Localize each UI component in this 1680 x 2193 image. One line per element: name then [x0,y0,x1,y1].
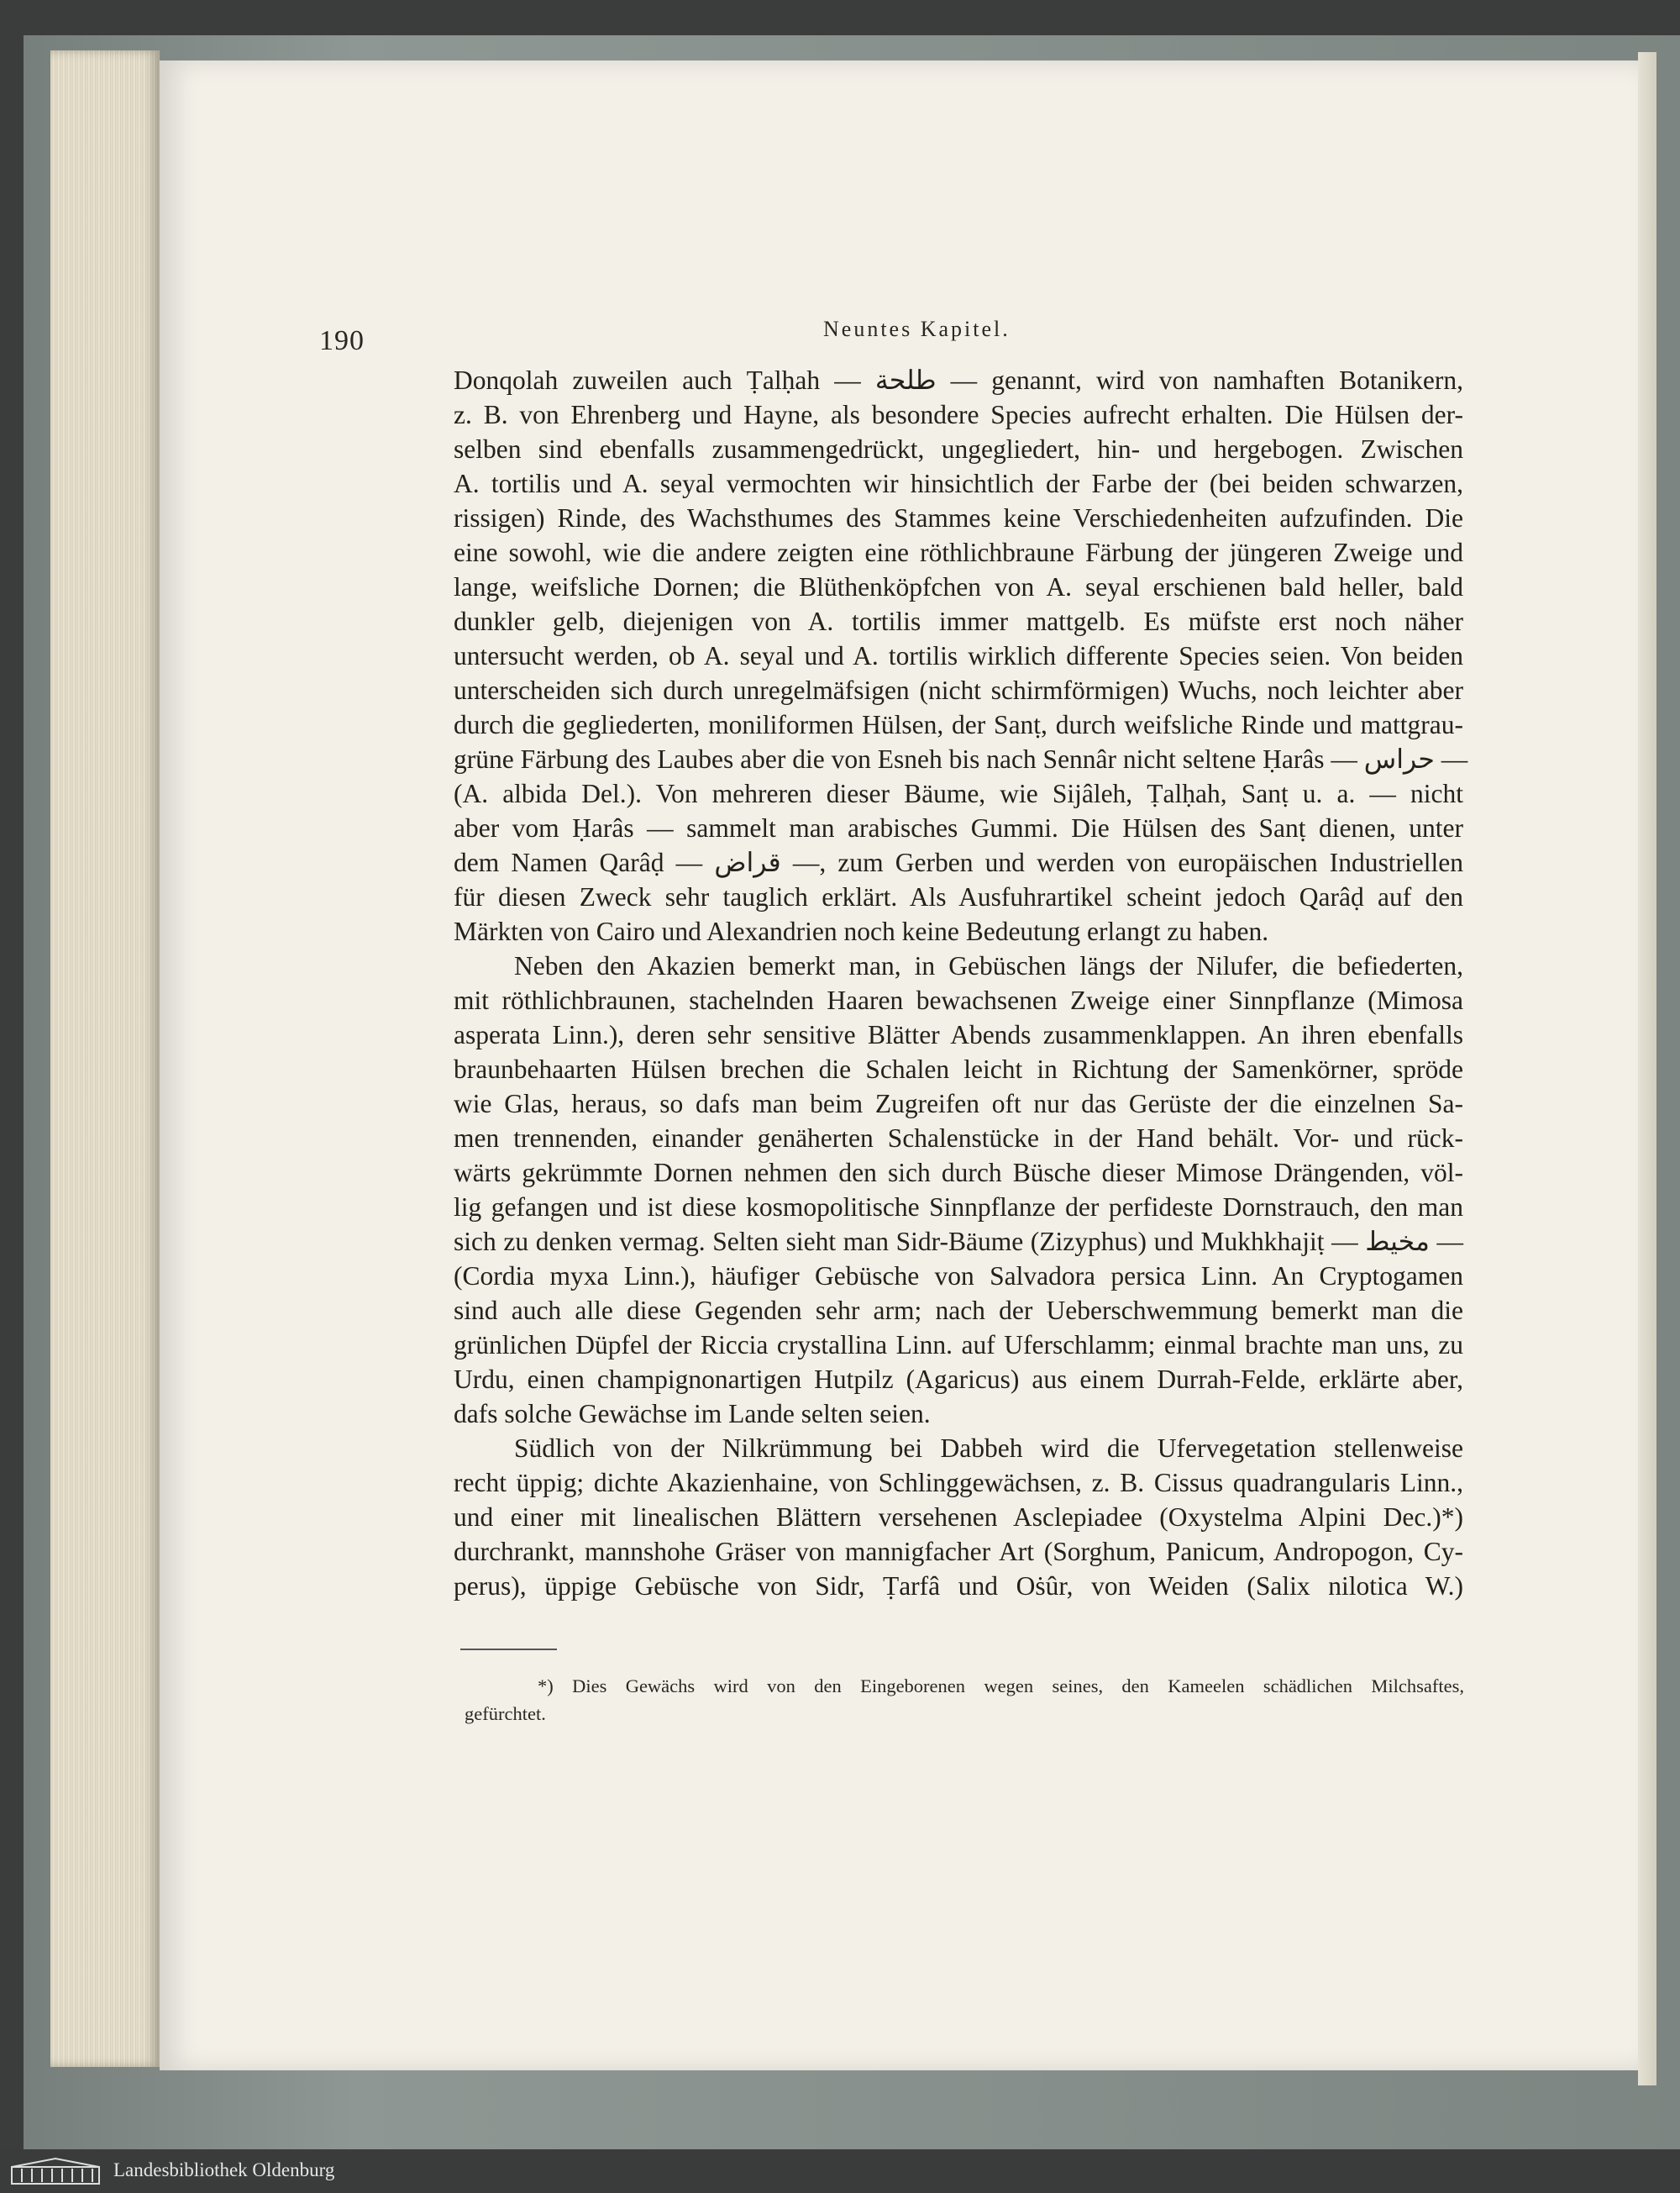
footnote [465,1672,1464,1728]
text-line: eine sowohl, wie die andere zeigten eine röthlichbraune Färbung der jüngeren Zweige und [454,538,1463,567]
text-line: für diesen Zweck sehr tauglich erklärt. Als Ausfuhrartikel scheint jedoch Qarâḍ auf den [454,882,1463,912]
text-line: (A. albida Del.). Von mehreren dieser Bäume, wie Sijâleh, Ṭalḥah, Sanṭ u. a. — nicht [454,779,1463,808]
text-line: rissigen) Rinde, des Wachsthumes des Stammes keine Verschiedenheiten aufzufinden. Die [454,503,1463,533]
text-line: sind auch alle diese Gegenden sehr arm; nach der Ueberschwemmung bemerkt man die [454,1296,1463,1325]
paragraph-3 [454,1431,1463,1603]
text-line: untersucht werden, ob A. seyal und A. tortilis wirklich differente Species seien. Von beiden [454,641,1463,671]
footnote-rule [460,1649,557,1650]
text-line: Urdu, einen champignonartigen Hutpilz (Agaricus) aus einem Durrah-Felde, erklärte aber, [454,1365,1463,1394]
text-line: dunkler gelb, diejenigen von A. tortilis immer mattgelb. Es müfste erst noch näher [454,607,1463,636]
text-line: unterscheiden sich durch unregelmäfsigen (nicht schirmförmigen) Wuchs, noch leichter aber [454,676,1463,705]
text-line: dafs solche Gewächse im Lande selten seien. [454,1399,931,1428]
text-line: wärts gekrümmte Dornen nehmen den sich durch Büsche dieser Mimose Drängenden, völ- [454,1158,1463,1187]
text-line: Märkten von Cairo und Alexandrien noch keine Bedeutung erlangt zu haben. [454,917,1269,946]
text-line: asperata Linn.), deren sehr sensitive Blätter Abends zusammenklappen. An ihren ebenfalls [454,1020,1463,1049]
text-line: durchrankt, mannshohe Gräser von mannigfacher Art (Sorghum, Panicum, Andropogon, Cy- [454,1537,1463,1566]
text-line: mit röthlichbraunen, stachelnden Haaren bewachsenen Zweige einer Sinnpflanze (Mimosa [454,986,1463,1015]
paragraph-2 [454,949,1463,1431]
text-line: z. B. von Ehrenberg und Hayne, als besondere Species aufrecht erhalten. Die Hülsen der- [454,400,1463,429]
text-line: perus), üppige Gebüsche von Sidr, Ṭarfâ und Oṡûr, von Weiden (Salix nilotica W.) [454,1571,1463,1601]
text-line: recht üppig; dichte Akazienhaine, von Schlinggewächsen, z. B. Cissus quadrangularis Linn., [454,1468,1463,1497]
text-line: grünlichen Düpfel der Riccia crystallina Linn. auf Uferschlamm; einmal brachte man uns, zu [454,1330,1463,1359]
library-name: Landesbibliothek Oldenburg [113,2159,335,2180]
text-line: durch die gegliederten, moniliformen Hülsen, der Sanṭ, durch weifsliche Rinde und mattgrau- [454,710,1463,739]
text-line: und einer mit linealischen Blättern versehenen Asclepiadee (Oxystelma Alpini Dec.)*) [454,1502,1463,1532]
library-building-icon [10,2157,101,2185]
text-line: sich zu denken vermag. Selten sieht man Sidr-Bäume (Zizyphus) und Mukhkhajiṭ — مخيط — [454,1227,1463,1256]
text-line: grüne Färbung des Laubes aber die von Esneh bis nach Sennâr nicht seltene Ḥarâs — حراس — [454,744,1468,774]
text-line: Donqolah zuweilen auch Ṭalḥah — طلحة — genannt, wird von namhaften Botanikern, [454,366,1463,395]
text-line: dem Namen Qarâḍ — قراض —, zum Gerben und werden von europäischen Industriellen [454,848,1463,877]
text-line: wie Glas, heraus, so dafs man beim Zugreifen oft nur das Gerüste der die einzelnen Sa- [454,1089,1463,1118]
text-line: lange, weifsliche Dornen; die Blüthenköpfchen von A. seyal erschienen bald heller, bald [454,572,1463,602]
text-line: Neben den Akazien bemerkt man, in Gebüschen längs der Nilufer, die befiederten, [514,951,1463,981]
text-line: lig gefangen und ist diese kosmopolitische Sinnpflanze der perfideste Dornstrauch, den man [454,1192,1463,1222]
book-page-edges [50,50,160,2067]
text-line: selben sind ebenfalls zusammengedrückt, ungegliedert, hin- und hergebogen. Zwischen [454,434,1463,464]
page-number: 190 [319,325,365,356]
main-text [454,363,1468,1603]
text-line: (Cordia myxa Linn.), häufiger Gebüsche von Salvadora persica Linn. An Cryptogamen [454,1261,1463,1291]
text-line: aber vom Ḥarâs — sammelt man arabisches Gummi. Die Hülsen des Sanṭ dienen, unter [454,813,1463,843]
text-line: Südlich von der Nilkrümmung bei Dabbeh wird die Ufervegetation stellenweise [514,1433,1463,1463]
running-header: Neuntes Kapitel. [823,317,1011,341]
paragraph-1 [454,363,1468,949]
text-line: A. tortilis und A. seyal vermochten wir hinsichtlich der Farbe der (bei beiden schwarzen, [454,469,1463,498]
text-line: men trennenden, einander genäherten Schalenstücke in der Hand behält. Vor- und rück- [454,1123,1463,1153]
page-right-edge [1638,52,1656,2085]
footnote-line: gefürchtet. [465,1703,546,1724]
text-line: braunbehaarten Hülsen brechen die Schalen leicht in Richtung der Samenkörner, spröde [454,1054,1463,1084]
footnote-line: *) Dies Gewächs wird von den Eingeborenen wegen seines, den Kameelen schädlichen Milchsaftes, [538,1675,1464,1696]
